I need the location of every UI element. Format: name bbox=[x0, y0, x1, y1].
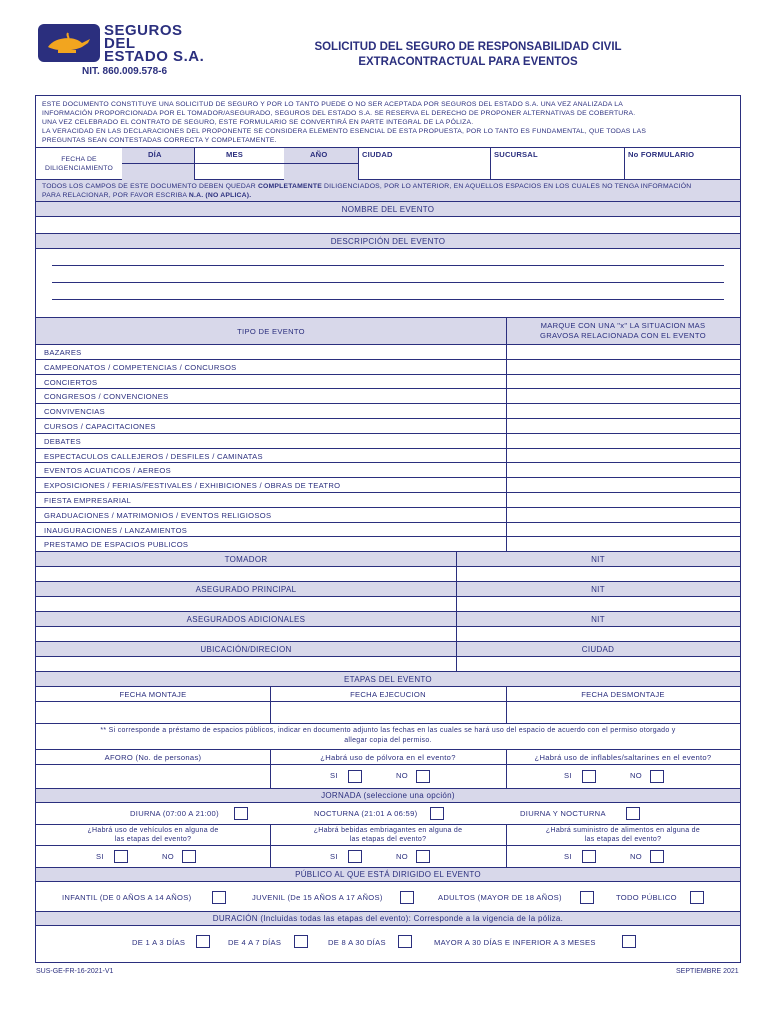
ubicacion-header-row bbox=[36, 642, 740, 657]
event-type-label: CONCIERTOS bbox=[44, 377, 98, 387]
event-type-row bbox=[36, 537, 740, 552]
event-type-label: CAMPEONATOS / COMPETENCIAS / CONCURSOS bbox=[44, 362, 237, 372]
duracion-1-3-label: DE 1 A 3 DÍAS bbox=[132, 938, 186, 947]
event-type-row bbox=[36, 449, 740, 464]
bebidas-si-label: SI bbox=[330, 852, 338, 861]
fecha-diligenciamiento-label: FECHA DE DILIGENCIAMIENTO bbox=[44, 155, 114, 172]
polvora-no-label: NO bbox=[396, 771, 408, 780]
no-formulario-field[interactable] bbox=[624, 160, 740, 180]
asegurado-header-row bbox=[36, 582, 740, 597]
jornada-row bbox=[36, 803, 740, 825]
event-type-mark-field[interactable] bbox=[507, 537, 740, 551]
event-type-mark-field[interactable] bbox=[507, 389, 740, 403]
adicionales-row bbox=[36, 627, 740, 642]
duracion-4-7-label: DE 4 A 7 DÍAS bbox=[228, 938, 282, 947]
polvora-no-checkbox[interactable] bbox=[416, 770, 430, 783]
brand-line-2: DEL bbox=[104, 35, 136, 52]
asegurado-nit-label: NIT bbox=[591, 584, 605, 594]
ubicacion-row bbox=[36, 657, 740, 672]
duracion-4-7-checkbox[interactable] bbox=[294, 935, 308, 948]
intro-disclaimer bbox=[36, 96, 740, 148]
event-type-row bbox=[36, 375, 740, 390]
duracion-row bbox=[36, 926, 740, 962]
aforo-answers-row bbox=[36, 765, 740, 789]
fecha-ejecucion-label: FECHA EJECUCION bbox=[350, 689, 426, 699]
date-row bbox=[36, 148, 740, 180]
event-type-mark-field[interactable] bbox=[507, 360, 740, 374]
ubicacion-ciudad-field[interactable] bbox=[456, 657, 740, 671]
adicionales-nit-field[interactable] bbox=[456, 627, 740, 641]
brand-name bbox=[104, 24, 204, 63]
jornada-nocturna-label: NOCTURNA (21:01 A 06:59) bbox=[314, 809, 418, 818]
event-type-label: EVENTOS ACUATICOS / AEREOS bbox=[44, 466, 171, 476]
vehiculos-si-checkbox[interactable] bbox=[114, 850, 128, 863]
jornada-diurna-label: DIURNA (07:00 A 21:00) bbox=[130, 809, 219, 818]
event-type-mark-field[interactable] bbox=[507, 508, 740, 522]
alimentos-question: ¿Habrá suministro de alimentos en alguna de las etapas del evento? bbox=[545, 827, 701, 843]
company-logo bbox=[38, 24, 100, 62]
event-type-row bbox=[36, 345, 740, 360]
event-type-label: BAZARES bbox=[44, 348, 82, 357]
mes-label: MES bbox=[194, 148, 284, 164]
tipo-evento-header: TIPO DE EVENTO bbox=[237, 326, 305, 336]
fecha-montaje-field[interactable] bbox=[36, 702, 270, 723]
event-type-label: PRESTAMO DE ESPACIOS PUBLICOS bbox=[44, 540, 189, 550]
questions-row bbox=[36, 825, 740, 846]
form-date: SEPTIEMBRE 2021 bbox=[676, 968, 739, 975]
tomador-header-row bbox=[36, 552, 740, 567]
event-type-label: INAUGURACIONES / LANZAMIENTOS bbox=[44, 525, 188, 535]
aforo-labels-row bbox=[36, 750, 740, 765]
inflables-question: ¿Habrá uso de inflables/saltarines en el evento? bbox=[534, 752, 712, 762]
vehiculos-no-checkbox[interactable] bbox=[182, 850, 196, 863]
event-type-label: DEBATES bbox=[44, 436, 81, 446]
completion-notice: TODOS LOS CAMPOS DE ESTE DOCUMENTO DEBEN QUEDAR COMPLETAMENTE DILIGENCIADOS, POR LO ANTERIOR, EN AQUELLOS ESPACIOS EN LOS CUALES NO TENGA INFORMACIÓN PARA RELACIONAR, POR FAVOR ESCRIBA N.A. (NO APLICA). bbox=[36, 180, 740, 202]
tomador-field[interactable] bbox=[36, 567, 456, 581]
fecha-desmontaje-field[interactable] bbox=[506, 702, 740, 723]
publico-juvenil-checkbox[interactable] bbox=[400, 891, 414, 904]
event-type-label: ESPECTACULOS CALLEJEROS / DESFILES / CAMINATAS bbox=[44, 451, 263, 461]
inflables-si-checkbox[interactable] bbox=[582, 770, 596, 783]
publico-juvenil-label: JUVENIL (De 15 AÑOS A 17 AÑOS) bbox=[252, 893, 383, 902]
polvora-question: ¿Habrá uso de pólvora en el evento? bbox=[320, 752, 456, 762]
event-type-mark-field[interactable] bbox=[507, 493, 740, 507]
title-line-1: SOLICITUD DEL SEGURO DE RESPONSABILIDAD CIVIL bbox=[314, 41, 622, 53]
ubicacion-label: UBICACIÓN/DIRECION bbox=[200, 644, 292, 654]
nombre-evento-header: NOMBRE DEL EVENTO bbox=[36, 202, 740, 217]
event-type-label: CONGRESOS / CONVENCIONES bbox=[44, 392, 169, 402]
event-type-row bbox=[36, 360, 740, 375]
duracion-mayor-30-label: MAYOR A 30 DÍAS E INFERIOR A 3 MESES bbox=[434, 938, 596, 947]
alimentos-no-checkbox[interactable] bbox=[650, 850, 664, 863]
nombre-evento-field[interactable] bbox=[36, 217, 740, 234]
adicionales-nit-label: NIT bbox=[591, 614, 605, 624]
inflables-no-label: NO bbox=[630, 771, 642, 780]
event-type-label: GRADUACIONES / MATRIMONIOS / EVENTOS RELIGIOSOS bbox=[44, 510, 272, 520]
descripcion-evento-field[interactable] bbox=[36, 249, 740, 318]
duracion-8-30-label: DE 8 A 30 DÍAS bbox=[328, 938, 386, 947]
etapas-fields-row bbox=[36, 702, 740, 724]
publico-infantil-label: INFANTIL (DE 0 AÑOS A 14 AÑOS) bbox=[62, 893, 192, 902]
event-type-label: EXPOSICIONES / FERIAS/FESTIVALES / EXHIBICIONES / OBRAS DE TEATRO bbox=[44, 481, 341, 491]
ano-field[interactable] bbox=[284, 164, 358, 180]
ubicacion-field[interactable] bbox=[36, 657, 456, 671]
espacios-publicos-note: ** Si corresponde a préstamo de espacios públicos, indicar en documento adjunto las fechas en las cuales se hará uso del espacio de acuerdo con el permiso otorgado y allegar copia del permiso. bbox=[36, 724, 740, 750]
event-type-mark-field[interactable] bbox=[507, 523, 740, 537]
bebidas-no-checkbox[interactable] bbox=[416, 850, 430, 863]
ubicacion-ciudad-label: CIUDAD bbox=[581, 644, 615, 654]
mes-field[interactable] bbox=[194, 164, 284, 180]
sucursal-field[interactable] bbox=[490, 160, 624, 180]
company-nit: NIT. 860.009.578-6 bbox=[82, 66, 168, 77]
alimentos-si-label: SI bbox=[564, 852, 572, 861]
no-formulario-label: No FORMULARIO bbox=[628, 150, 695, 159]
vehiculos-no-label: NO bbox=[162, 852, 174, 861]
event-type-mark-field[interactable] bbox=[507, 434, 740, 448]
inflables-si-label: SI bbox=[564, 771, 572, 780]
vehiculos-si-label: SI bbox=[96, 852, 104, 861]
event-type-row bbox=[36, 523, 740, 538]
tomador-row bbox=[36, 567, 740, 582]
event-type-label: CONVIVENCIAS bbox=[44, 407, 105, 417]
inflables-no-checkbox[interactable] bbox=[650, 770, 664, 783]
sucursal-label: SUCURSAL bbox=[494, 150, 538, 159]
publico-todo-label: TODO PÚBLICO bbox=[616, 893, 677, 902]
adicionales-header-row bbox=[36, 612, 740, 627]
jornada-nocturna-checkbox[interactable] bbox=[430, 807, 444, 820]
publico-todo-checkbox[interactable] bbox=[690, 891, 704, 904]
event-type-mark-field[interactable] bbox=[507, 404, 740, 418]
ano-label: AÑO bbox=[284, 148, 358, 164]
bebidas-no-label: NO bbox=[396, 852, 408, 861]
polvora-si-checkbox[interactable] bbox=[348, 770, 362, 783]
event-type-label: FIESTA EMPRESARIAL bbox=[44, 496, 132, 505]
tomador-nit-label: NIT bbox=[591, 554, 605, 564]
dia-field[interactable] bbox=[122, 164, 194, 180]
duracion-mayor-30-checkbox[interactable] bbox=[622, 935, 636, 948]
jornada-diurna-nocturna-label: DIURNA Y NOCTURNA bbox=[520, 809, 606, 818]
ciudad-label: CIUDAD bbox=[362, 150, 393, 159]
event-type-row bbox=[36, 404, 740, 419]
intro-line: UNA VEZ CELEBRADO EL CONTRATO DE SEGURO, ESTE FORMULARIO SE CONVERTIRÁ EN PARTE INTEGRAL DE LA PÓLIZA. bbox=[42, 119, 474, 126]
event-type-mark-field[interactable] bbox=[507, 375, 740, 389]
ciudad-field[interactable] bbox=[358, 160, 490, 180]
publico-infantil-checkbox[interactable] bbox=[212, 891, 226, 904]
form-title bbox=[250, 40, 686, 70]
publico-row bbox=[36, 882, 740, 912]
alimentos-si-checkbox[interactable] bbox=[582, 850, 596, 863]
brand-line-1: SEGUROS bbox=[104, 22, 183, 39]
form-code: SUS-GE-FR-16-2021-V1 bbox=[36, 968, 114, 975]
questions-answers-row bbox=[36, 846, 740, 868]
jornada-diurna-nocturna-checkbox[interactable] bbox=[626, 807, 640, 820]
event-type-row bbox=[36, 463, 740, 478]
tipo-evento-header-row bbox=[36, 318, 740, 345]
aforo-label: AFORO (No. de personas) bbox=[104, 752, 202, 762]
publico-header: PÚBLICO AL QUE ESTÁ DIRIGIDO EL EVENTO bbox=[36, 868, 740, 882]
event-type-mark-field[interactable] bbox=[507, 345, 740, 359]
fecha-ejecucion-field[interactable] bbox=[270, 702, 506, 723]
jornada-diurna-checkbox[interactable] bbox=[234, 807, 248, 820]
tomador-nit-field[interactable] bbox=[456, 567, 740, 581]
event-type-mark-field[interactable] bbox=[507, 463, 740, 477]
event-type-row bbox=[36, 493, 740, 508]
application-form bbox=[35, 95, 741, 963]
event-type-mark-field[interactable] bbox=[507, 449, 740, 463]
descripcion-evento-header: DESCRIPCIÓN DEL EVENTO bbox=[36, 234, 740, 249]
event-type-mark-field[interactable] bbox=[507, 419, 740, 433]
bebidas-si-checkbox[interactable] bbox=[348, 850, 362, 863]
event-type-row bbox=[36, 508, 740, 523]
brand-line-3: ESTADO S.A. bbox=[104, 48, 205, 65]
tomador-label: TOMADOR bbox=[224, 554, 268, 564]
publico-adultos-label: ADULTOS (MAYOR DE 18 AÑOS) bbox=[438, 893, 562, 902]
event-type-row bbox=[36, 434, 740, 449]
fecha-montaje-label: FECHA MONTAJE bbox=[119, 689, 187, 699]
vehiculos-question: ¿Habrá uso de vehículos en alguna de las etapas del evento? bbox=[87, 827, 219, 843]
marque-header: MARQUE CON UNA "x" LA SITUACION MAS GRAVOSA RELACIONADA CON EL EVENTO bbox=[540, 321, 706, 340]
vertical-margin-text bbox=[20, 886, 32, 936]
event-type-row bbox=[36, 419, 740, 434]
intro-line: INFORMACIÓN PROPORCIONADA POR EL TOMADOR/ASEGURADO, SEGUROS DEL ESTADO S.A. SE RESERVA EL DERECHO DE PROPONER ALTERNATIVAS DE COBERTURA. bbox=[42, 110, 636, 117]
aforo-field[interactable] bbox=[36, 765, 270, 788]
bebidas-question: ¿Habrá bebidas embriagantes en alguna de las etapas del evento? bbox=[313, 827, 463, 843]
asegurado-principal-field[interactable] bbox=[36, 597, 456, 611]
publico-adultos-checkbox[interactable] bbox=[580, 891, 594, 904]
duracion-8-30-checkbox[interactable] bbox=[398, 935, 412, 948]
event-type-row bbox=[36, 389, 740, 404]
duracion-header: DURACIÓN (Incluidas todas las etapas del evento): Corresponde a la vigencia de la póliza. bbox=[36, 912, 740, 926]
asegurados-adicionales-label: ASEGURADOS ADICIONALES bbox=[186, 614, 306, 624]
etapas-labels-row bbox=[36, 687, 740, 702]
etapas-header: ETAPAS DEL EVENTO bbox=[36, 672, 740, 687]
asegurado-principal-label: ASEGURADO PRINCIPAL bbox=[195, 584, 297, 594]
dia-label: DÍA bbox=[122, 148, 194, 164]
event-type-mark-field[interactable] bbox=[507, 478, 740, 492]
title-line-2: EXTRACONTRACTUAL PARA EVENTOS bbox=[358, 56, 578, 68]
intro-line: ESTE DOCUMENTO CONSTITUYE UNA SOLICITUD DE SEGURO Y POR LO TANTO PUEDE O NO SER ACEPTADA POR SEGUROS DEL ESTADO S.A. UNA VEZ ANALIZADA LA bbox=[42, 101, 623, 108]
intro-line: PREGUNTAS SEAN CONTESTADAS CORRECTA Y COMPLETAMENTE. bbox=[42, 137, 277, 144]
event-type-row bbox=[36, 478, 740, 493]
polvora-si-label: SI bbox=[330, 771, 338, 780]
alimentos-no-label: NO bbox=[630, 852, 642, 861]
event-type-label: CURSOS / CAPACITACIONES bbox=[44, 422, 156, 431]
asegurados-adicionales-field[interactable] bbox=[36, 627, 456, 641]
jornada-header: JORNADA (seleccione una opción) bbox=[36, 789, 740, 803]
duracion-1-3-checkbox[interactable] bbox=[196, 935, 210, 948]
lamp-icon bbox=[44, 29, 94, 57]
intro-line: LA VERACIDAD EN LAS DECLARACIONES DEL PROPONENTE SE CONSIDERA ELEMENTO ESENCIAL DE ESTA PROPUESTA, POR LO TANTO ES FUNDAMENTAL, QUE TODAS LAS bbox=[42, 128, 647, 135]
asegurado-row bbox=[36, 597, 740, 612]
fecha-desmontaje-label: FECHA DESMONTAJE bbox=[581, 689, 665, 699]
asegurado-nit-field[interactable] bbox=[456, 597, 740, 611]
